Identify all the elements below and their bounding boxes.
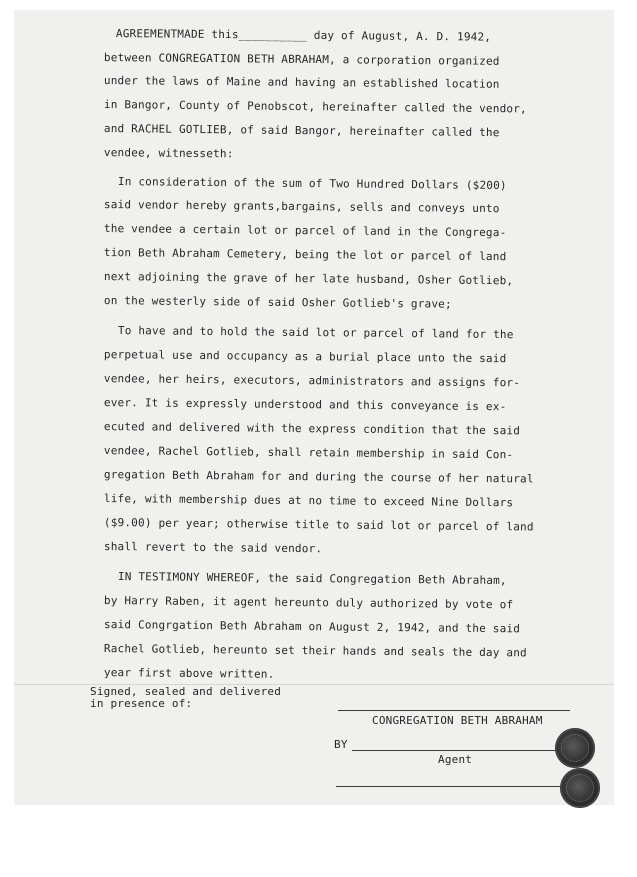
text-line-11: next adjoining the grave of her late husband, Osher Gotlieb, <box>103 270 514 288</box>
text-line-25: said Congrgation Beth Abraham on August 2, 1942, and the said <box>103 618 521 636</box>
agent-signature-line <box>352 750 568 751</box>
text-line-10: tion Beth Abraham Cemetery, being the lot or parcel of land <box>103 246 507 264</box>
notary-seal <box>560 768 600 808</box>
text-line-7: In consideration of the sum of Two Hundred Dollars ($200) <box>117 175 507 193</box>
text-line-16: ever. It is expressly understood and this conveyance is ex- <box>103 396 507 414</box>
text-line-3: under the laws of Maine and having an established location <box>103 74 500 91</box>
text-line-9: the vendee a certain lot or parcel of land in the Congrega- <box>103 222 507 240</box>
text-line-8: said vendor hereby grants,bargains, sells and conveys unto <box>103 198 500 216</box>
text-line-19: gregation Beth Abraham for and during the course of her natural <box>103 468 534 486</box>
text-line-18: vendee, Rachel Gotlieb, shall retain membership in said Con- <box>103 444 514 462</box>
text-line-17: ecuted and delivered with the express condition that the said <box>103 420 521 438</box>
text-line-21: ($9.00) per year; otherwise title to said lot or parcel of land <box>103 516 534 534</box>
text-line-6: vendee, witnesseth: <box>103 146 234 161</box>
text-line-22: shall revert to the said vendor. <box>103 540 323 556</box>
vendee-signature-line <box>336 786 566 787</box>
agent-label: Agent <box>438 753 473 766</box>
text-line-1: AGREEMENTMADE this__________ day of August, A. D. 1942, <box>115 27 492 44</box>
text-line-15: vendee, her heirs, executors, administrators and assigns for- <box>103 372 521 390</box>
text-line-20: life, with membership dues at no time to exceed Nine Dollars <box>103 492 514 510</box>
text-line-12: on the westerly side of said Osher Gotlieb's grave; <box>103 294 452 311</box>
text-line-5: and RACHEL GOTLIEB, of said Bangor, hereinafter called the <box>103 122 500 140</box>
text-line-2: between CONGREGATION BETH ABRAHAM, a corporation organized <box>103 51 500 68</box>
notary-seal <box>555 728 595 768</box>
text-line-23: IN TESTIMONY WHEREOF, the said Congregation Beth Abraham, <box>117 570 507 588</box>
signature-organization: CONGREGATION BETH ABRAHAM <box>372 714 543 727</box>
in-presence-of: in presence of: <box>90 697 193 710</box>
witness-signature-line <box>338 710 570 711</box>
text-line-26: Rachel Gotlieb, hereunto set their hands and seals the day and <box>103 642 527 660</box>
signed-sealed-delivered: Signed, sealed and delivered <box>90 685 282 698</box>
text-line-24: by Harry Raben, it agent hereunto duly authorized by vote of <box>103 594 514 612</box>
text-line-4: in Bangor, County of Penobscot, hereinafter called the vendor, <box>103 98 527 116</box>
text-line-14: perpetual use and occupancy as a burial place unto the said <box>103 348 507 366</box>
text-line-13: To have and to hold the said lot or parcel of land for the <box>117 324 514 342</box>
text-line-27: year first above written. <box>103 666 275 681</box>
by-label: BY <box>334 738 348 751</box>
